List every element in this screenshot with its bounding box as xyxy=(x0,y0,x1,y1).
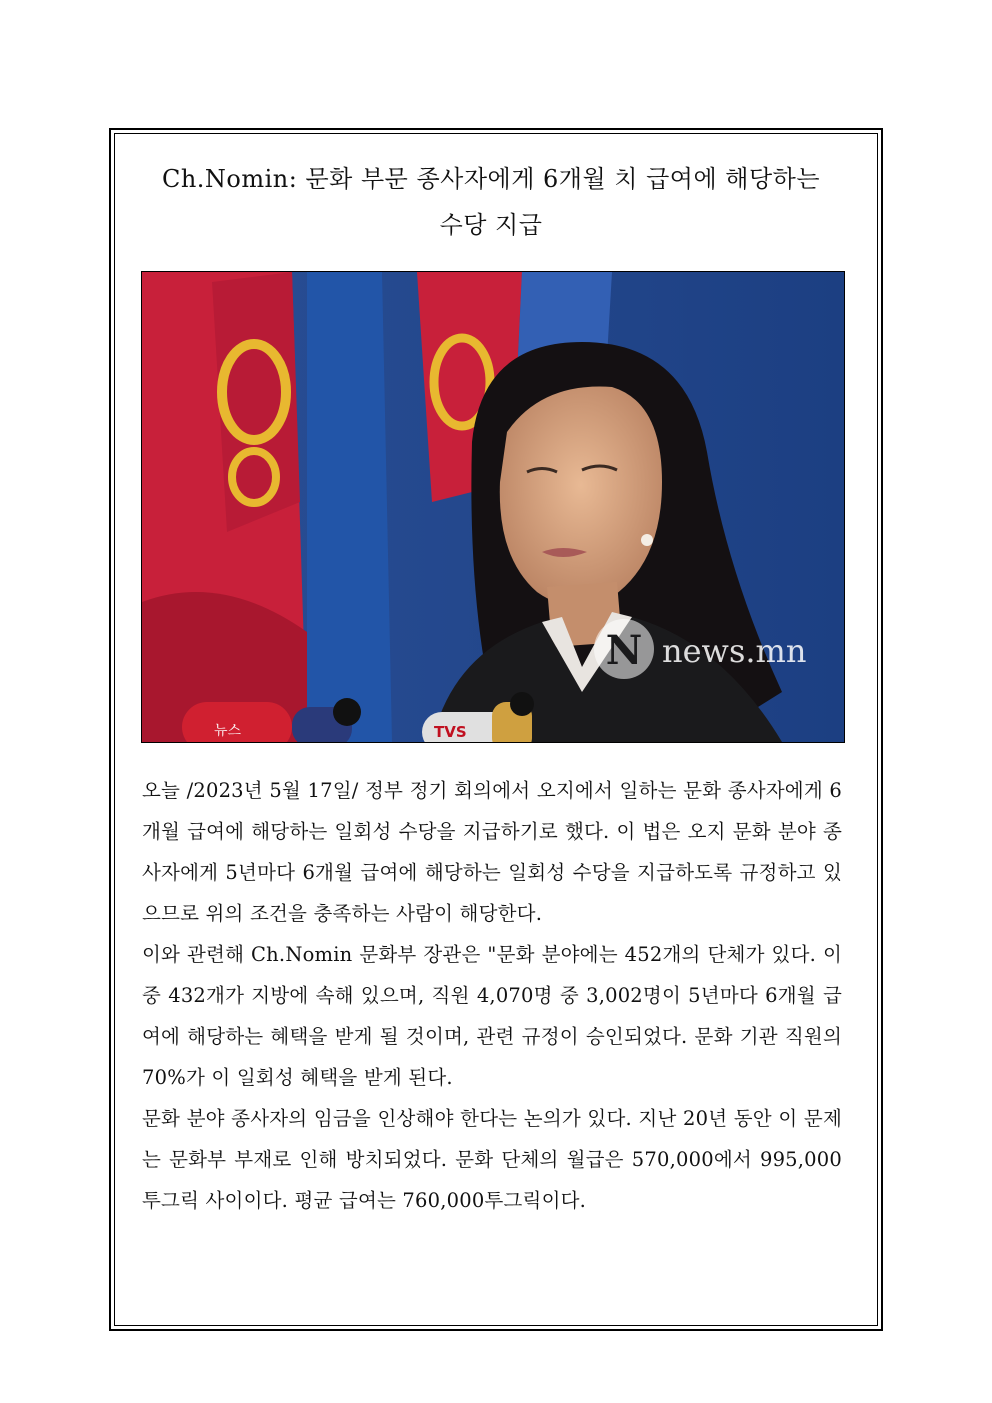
flag-left xyxy=(142,272,392,742)
article-body xyxy=(142,770,842,1221)
article-title-line-2: 수당 지급 xyxy=(439,211,543,239)
photo-illustration xyxy=(142,272,844,742)
paragraph-2: 이와 관련해 Ch.Nomin 문화부 장관은 "문화 분야에는 452개의 단체가 있다. 이 중 432개가 지방에 속해 있으며, 직원 4,070명 중 3,002명이 5년마다 6개월 급여에 해당하는 혜택을 받게 될 것이며, 관련 규정이 승인되었다. 문화 기관 직원의 70%가 이 일회성 혜택을 받게 된다. xyxy=(142,943,842,1089)
mic-label-tvs: TVS xyxy=(434,723,467,741)
news-watermark-text: news.mn xyxy=(662,632,807,670)
earring xyxy=(641,534,653,546)
document-border xyxy=(109,128,883,1331)
paragraph-3: 문화 분야 종사자의 임금을 인상해야 한다는 논의가 있다. 지난 20년 동안 이 문제는 문화부 부재로 인해 방치되었다. 문화 단체의 월급은 570,000에서 995,000투그릭 사이이다. 평균 급여는 760,000투그릭이다. xyxy=(142,1107,842,1212)
paragraph-1: 오늘 /2023년 5월 17일/ 정부 정기 회의에서 오지에서 일하는 문화 종사자에게 6개월 급여에 해당하는 일회성 수당을 지급하기로 했다. 이 법은 오지 문화 분야 종사자에게 5년마다 6개월 급여에 해당하는 일회성 수당을 지급하도록 규정하고 있으므로 위의 조건을 충족하는 사람이 해당한다. xyxy=(142,779,842,925)
article-photo xyxy=(141,271,845,743)
article-title xyxy=(141,156,841,248)
article-title-line-1: Ch.Nomin: 문화 부문 종사자에게 6개월 치 급여에 해당하는 xyxy=(161,165,821,193)
news-logo: N xyxy=(605,627,643,674)
mic-label-left: 뉴스 xyxy=(214,723,242,739)
